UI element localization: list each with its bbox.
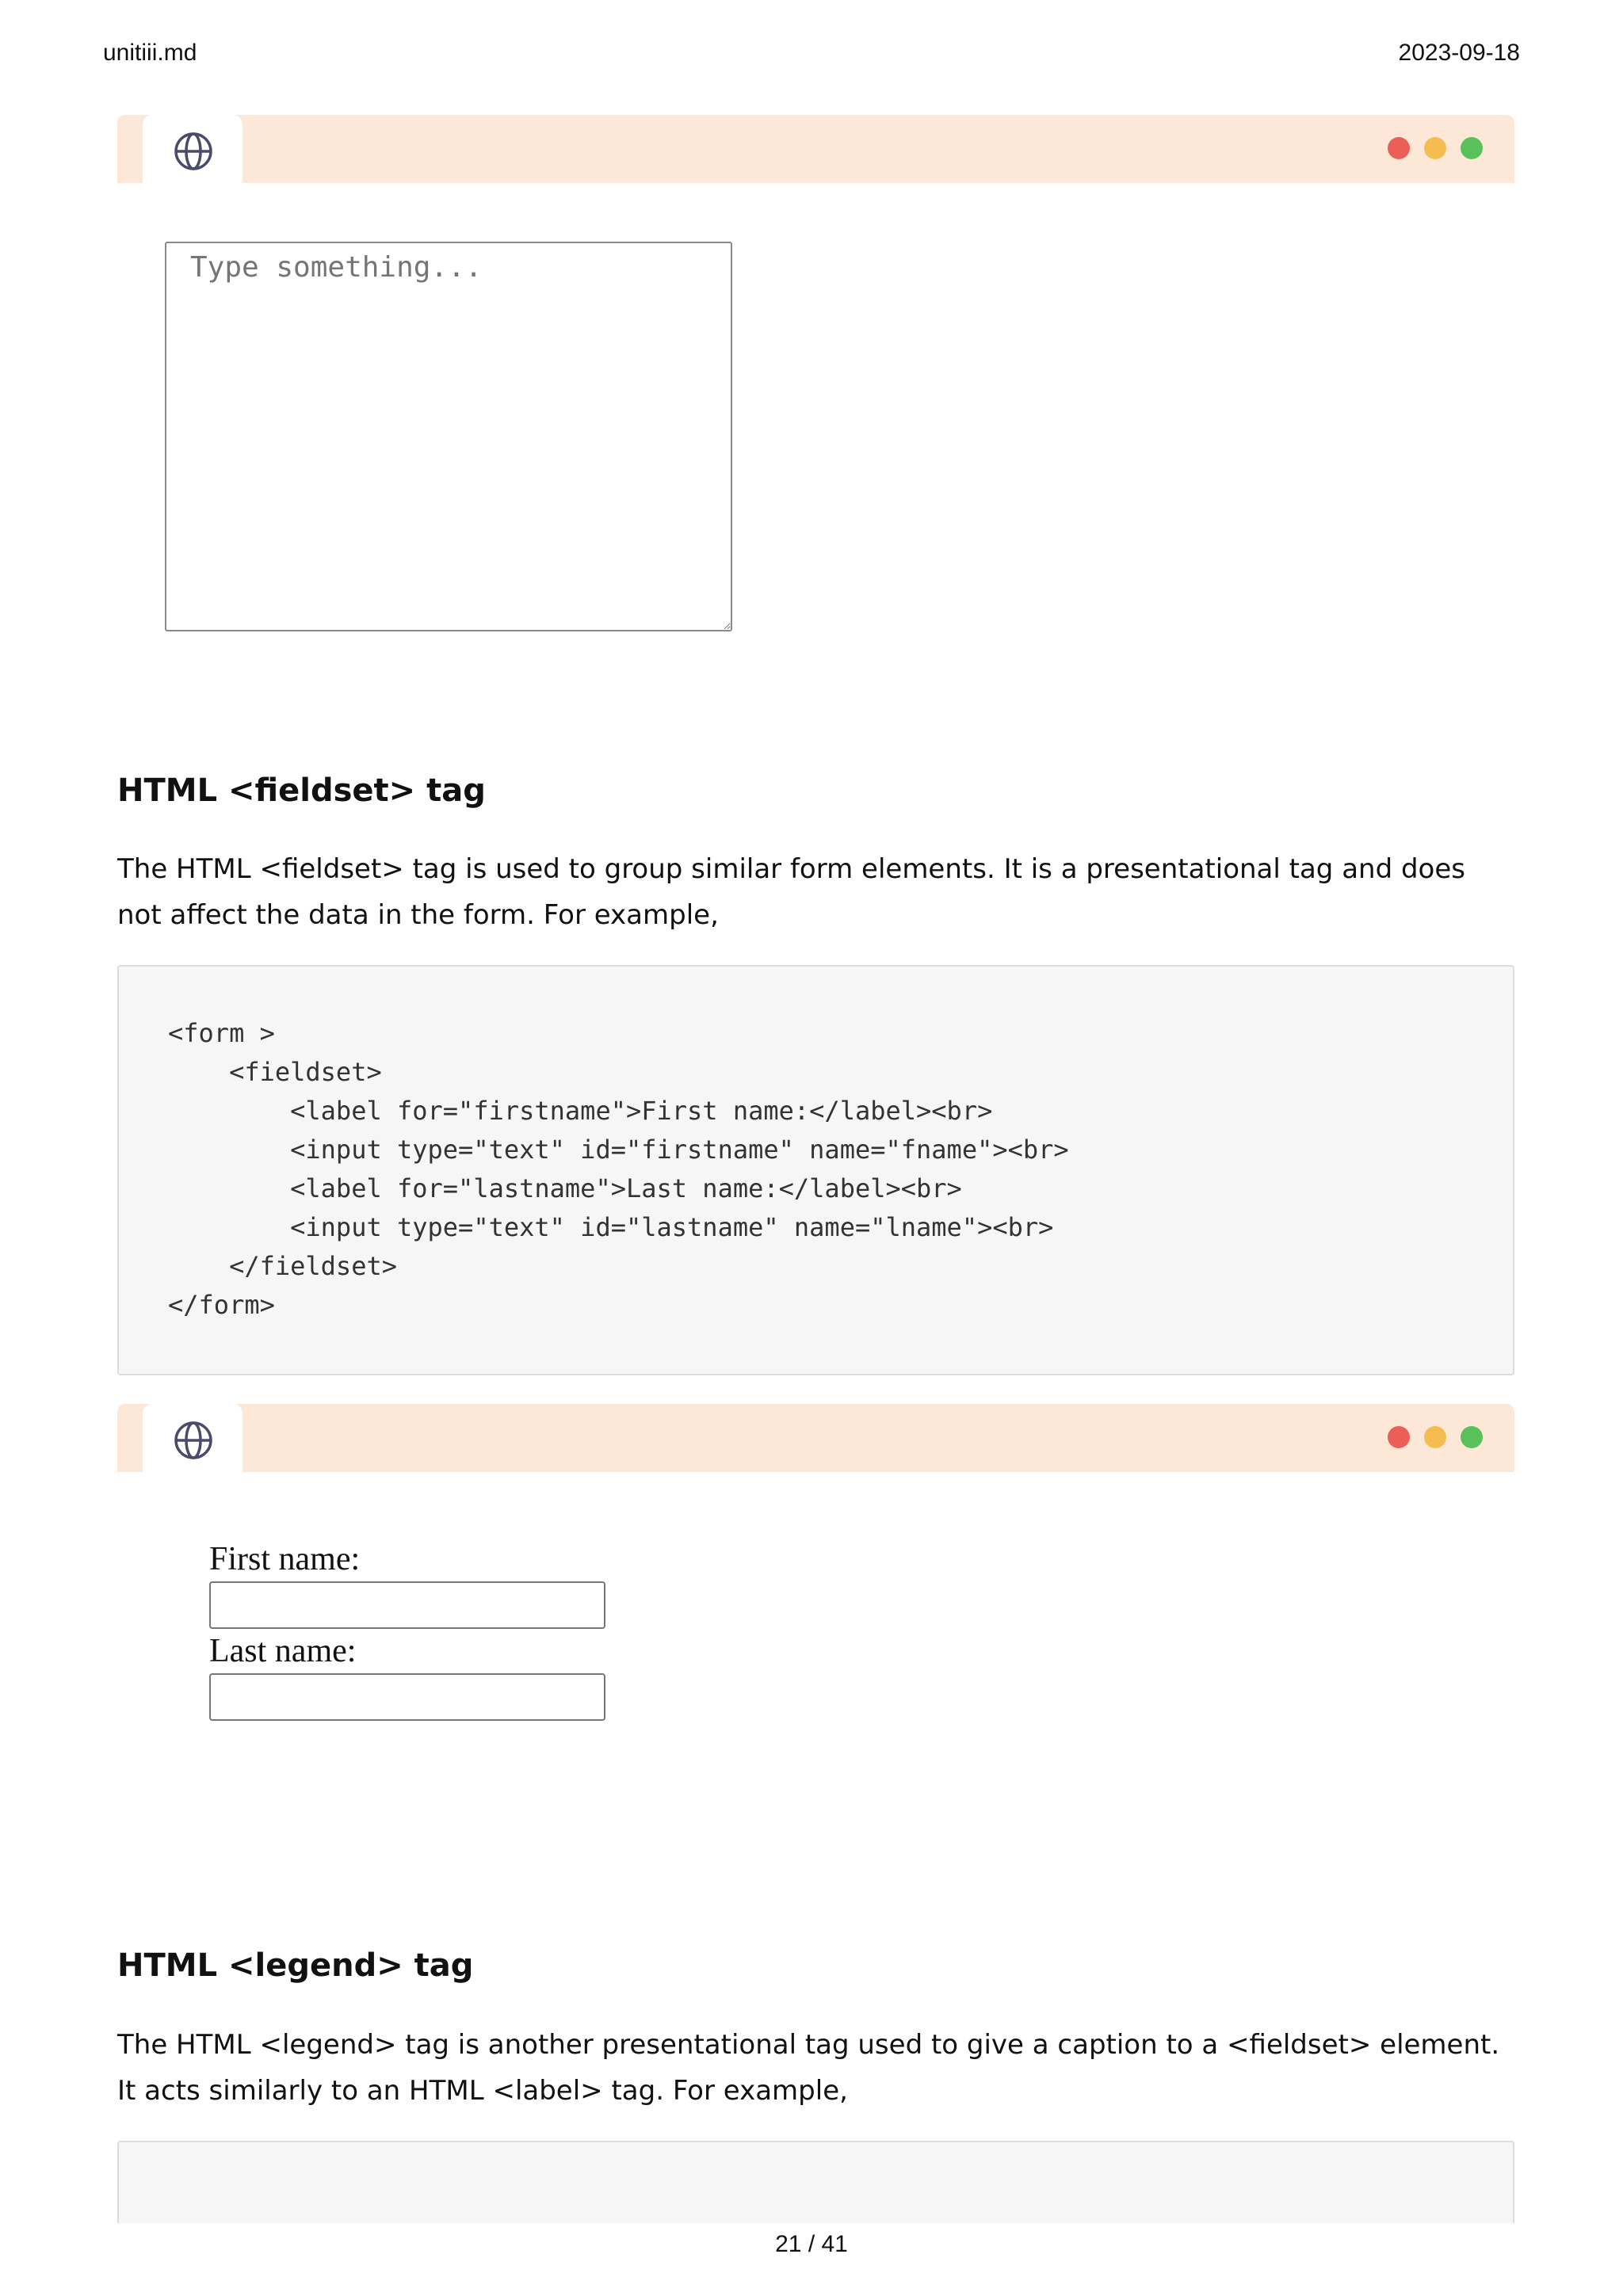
fieldset-code-block — [117, 965, 1514, 1375]
first-name-label: First name: — [209, 1541, 361, 1577]
legend-code-block — [117, 2141, 1514, 2236]
document-filename: unitiii.md — [103, 40, 197, 66]
close-dot-icon — [1388, 137, 1410, 159]
last-name-label: Last name: — [209, 1633, 357, 1669]
browser-bar-strip — [117, 1404, 1514, 1472]
page-number: 21 / 41 — [775, 2231, 848, 2257]
globe-icon — [173, 1420, 214, 1461]
fieldset-form-demo — [209, 1537, 605, 1721]
browser-bar-2 — [117, 1404, 1514, 1472]
fieldset-heading: HTML <fieldset> tag — [117, 772, 486, 809]
maximize-dot-icon — [1461, 137, 1483, 159]
document-date: 2023-09-18 — [1398, 40, 1520, 66]
maximize-dot-icon — [1461, 1426, 1483, 1448]
demo-textarea[interactable] — [165, 242, 732, 631]
browser-bar-strip — [117, 115, 1514, 183]
fieldset-code: <form > <fieldset> <label for="firstname">First name:</label><br> <input type="text" id="firstname" name="fname"><br> <label for="lastname">Last name:</label><br> <input type="text" id="lastname" name="lname"><br> </fieldset> </form> — [168, 1018, 1069, 1320]
minimize-dot-icon — [1424, 1426, 1446, 1448]
globe-icon — [173, 131, 214, 172]
minimize-dot-icon — [1424, 137, 1446, 159]
first-name-input[interactable] — [209, 1581, 605, 1629]
browser-bar — [117, 115, 1514, 183]
last-name-input[interactable] — [209, 1673, 605, 1721]
legend-description: The HTML <legend> tag is another presentational tag used to give a caption to a <fieldset> element. It acts similarly to an HTML <label> tag. For example, — [117, 2029, 1500, 2107]
close-dot-icon — [1388, 1426, 1410, 1448]
fieldset-description: The HTML <fieldset> tag is used to group similar form elements. It is a presentational tag and does not affect the data in the form. For example, — [117, 853, 1465, 931]
legend-heading: HTML <legend> tag — [117, 1947, 474, 1984]
